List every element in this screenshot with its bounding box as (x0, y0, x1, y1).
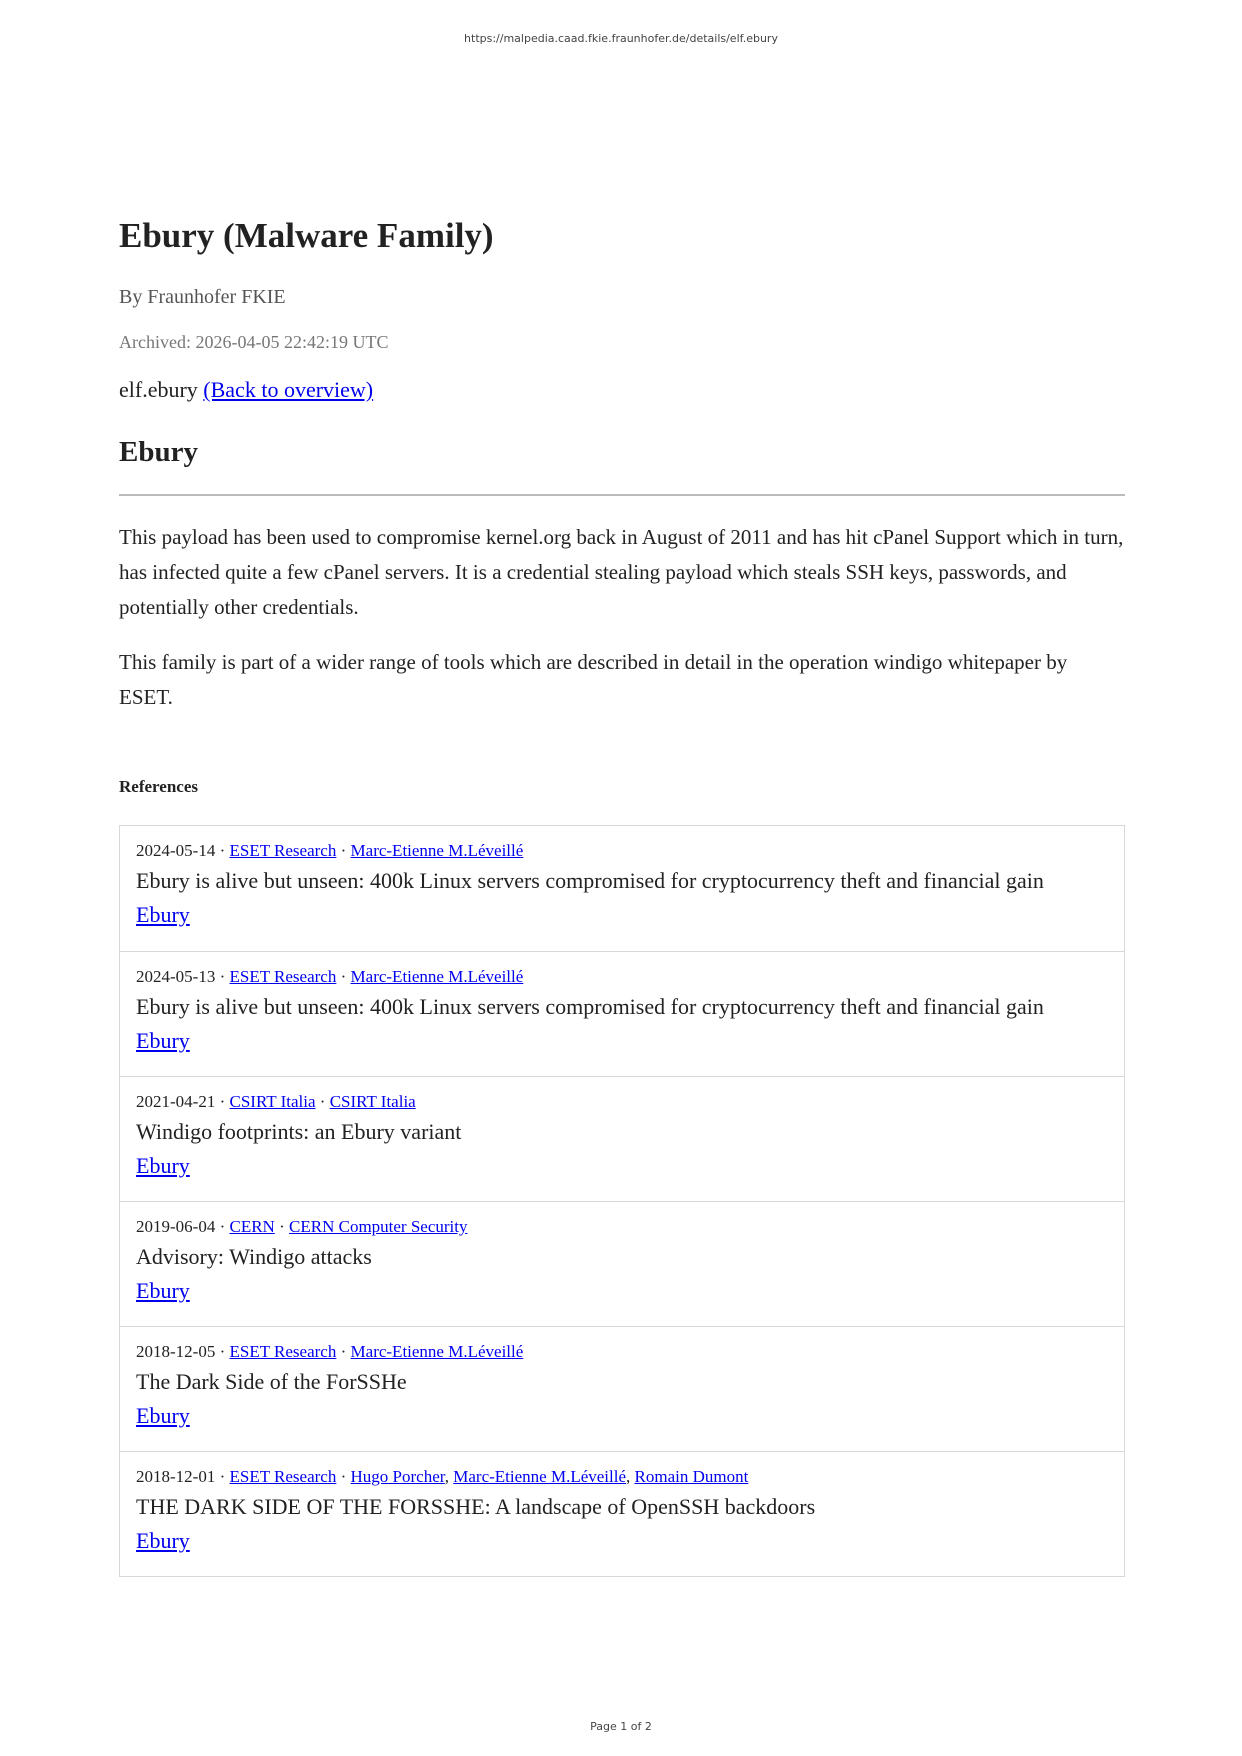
family-tag-link[interactable]: Ebury (136, 1153, 190, 1178)
reference-source-link[interactable]: ESET Research (229, 841, 337, 860)
reference-tags (136, 1399, 1108, 1433)
reference-author-link[interactable]: Hugo Porcher (350, 1467, 445, 1486)
reference-author-link[interactable]: CSIRT Italia (329, 1092, 416, 1111)
page-content (119, 208, 1125, 1577)
reference-row (120, 951, 1124, 1076)
reference-date: 2019-06-04 (136, 1217, 216, 1236)
reference-title: Windigo footprints: an Ebury variant (136, 1119, 462, 1144)
reference-row (120, 1076, 1124, 1201)
reference-source-link[interactable]: ESET Research (229, 1467, 337, 1486)
reference-author-link[interactable]: Marc-Etienne M.Léveillé (453, 1467, 627, 1486)
reference-date: 2021-04-21 (136, 1092, 216, 1111)
family-tag-link[interactable]: Ebury (136, 1278, 190, 1303)
reference-date: 2024-05-14 (136, 841, 216, 860)
reference-title: THE DARK SIDE OF THE FORSSHE: A landscape of OpenSSH backdoors (136, 1494, 816, 1519)
page-number: Page 1 of 2 (590, 1720, 652, 1733)
reference-title: Ebury is alive but unseen: 400k Linux servers compromised for cryptocurrency theft and financial gain (136, 994, 1044, 1019)
reference-title: Advisory: Windigo attacks (136, 1244, 372, 1269)
reference-tags (136, 1274, 1108, 1308)
reference-tags (136, 1024, 1108, 1058)
references-heading: References (119, 777, 198, 796)
reference-author-link[interactable]: CERN Computer Security (289, 1217, 468, 1236)
family-id-line (119, 374, 1125, 406)
reference-source-link[interactable]: ESET Research (229, 1342, 337, 1361)
reference-meta: 2018-12-01 · ESET Research · Hugo Porcher, Marc-Etienne M.Léveillé, Romain Dumont (136, 1467, 749, 1486)
archived-timestamp: Archived: 2026-04-05 22:42:19 UTC (119, 332, 389, 352)
reference-tags (136, 1149, 1108, 1183)
family-id: elf.ebury (119, 377, 198, 402)
reference-date: 2018-12-01 (136, 1467, 216, 1486)
reference-meta: 2018-12-05 · ESET Research · Marc-Etienne M.Léveillé (136, 1342, 524, 1361)
description-paragraph: This payload has been used to compromise kernel.org back in August of 2011 and has hit cPanel Support which in turn, has infected quite a few cPanel servers. It is a credential stealing payload which steals SSH keys, passwords, and potentially other credentials. (119, 525, 1124, 619)
family-tag-link[interactable]: Ebury (136, 1403, 190, 1428)
reference-meta: 2021-04-21 · CSIRT Italia · CSIRT Italia (136, 1092, 416, 1111)
back-to-overview-link[interactable]: (Back to overview) (203, 377, 374, 402)
reference-row (120, 1451, 1124, 1576)
reference-source-link[interactable]: ESET Research (229, 967, 337, 986)
print-header-url: https://malpedia.caad.fkie.fraunhofer.de/details/elf.ebury (464, 32, 778, 45)
reference-meta: 2019-06-04 · CERN · CERN Computer Security (136, 1217, 468, 1236)
reference-author-link[interactable]: Romain Dumont (634, 1467, 749, 1486)
references-table (119, 825, 1125, 1577)
reference-tags (136, 1524, 1108, 1558)
description-paragraph: This family is part of a wider range of tools which are described in detail in the operation windigo whitepaper by ESET. (119, 650, 1068, 709)
section-divider (119, 494, 1125, 496)
reference-author-link[interactable]: Marc-Etienne M.Léveillé (350, 841, 524, 860)
page-title: Ebury (Malware Family) (119, 216, 494, 255)
family-tag-link[interactable]: Ebury (136, 902, 190, 927)
reference-meta: 2024-05-13 · ESET Research · Marc-Etienne M.Léveillé (136, 967, 524, 986)
reference-date: 2018-12-05 (136, 1342, 216, 1361)
reference-author-link[interactable]: Marc-Etienne M.Léveillé (350, 967, 524, 986)
family-tag-link[interactable]: Ebury (136, 1528, 190, 1553)
reference-meta: 2024-05-14 · ESET Research · Marc-Etienne M.Léveillé (136, 841, 524, 860)
reference-tags (136, 898, 1108, 932)
reference-row (120, 1326, 1124, 1451)
reference-title: Ebury is alive but unseen: 400k Linux servers compromised for cryptocurrency theft and financial gain (136, 868, 1044, 893)
reference-source-link[interactable]: CERN (229, 1217, 275, 1236)
reference-title: The Dark Side of the ForSSHe (136, 1369, 407, 1394)
reference-date: 2024-05-13 (136, 967, 216, 986)
family-tag-link[interactable]: Ebury (136, 1028, 190, 1053)
section-title: Ebury (119, 436, 198, 468)
reference-source-link[interactable]: CSIRT Italia (229, 1092, 316, 1111)
reference-author-link[interactable]: Marc-Etienne M.Léveillé (350, 1342, 524, 1361)
byline: By Fraunhofer FKIE (119, 286, 286, 308)
reference-row (120, 826, 1124, 951)
reference-row (120, 1201, 1124, 1326)
